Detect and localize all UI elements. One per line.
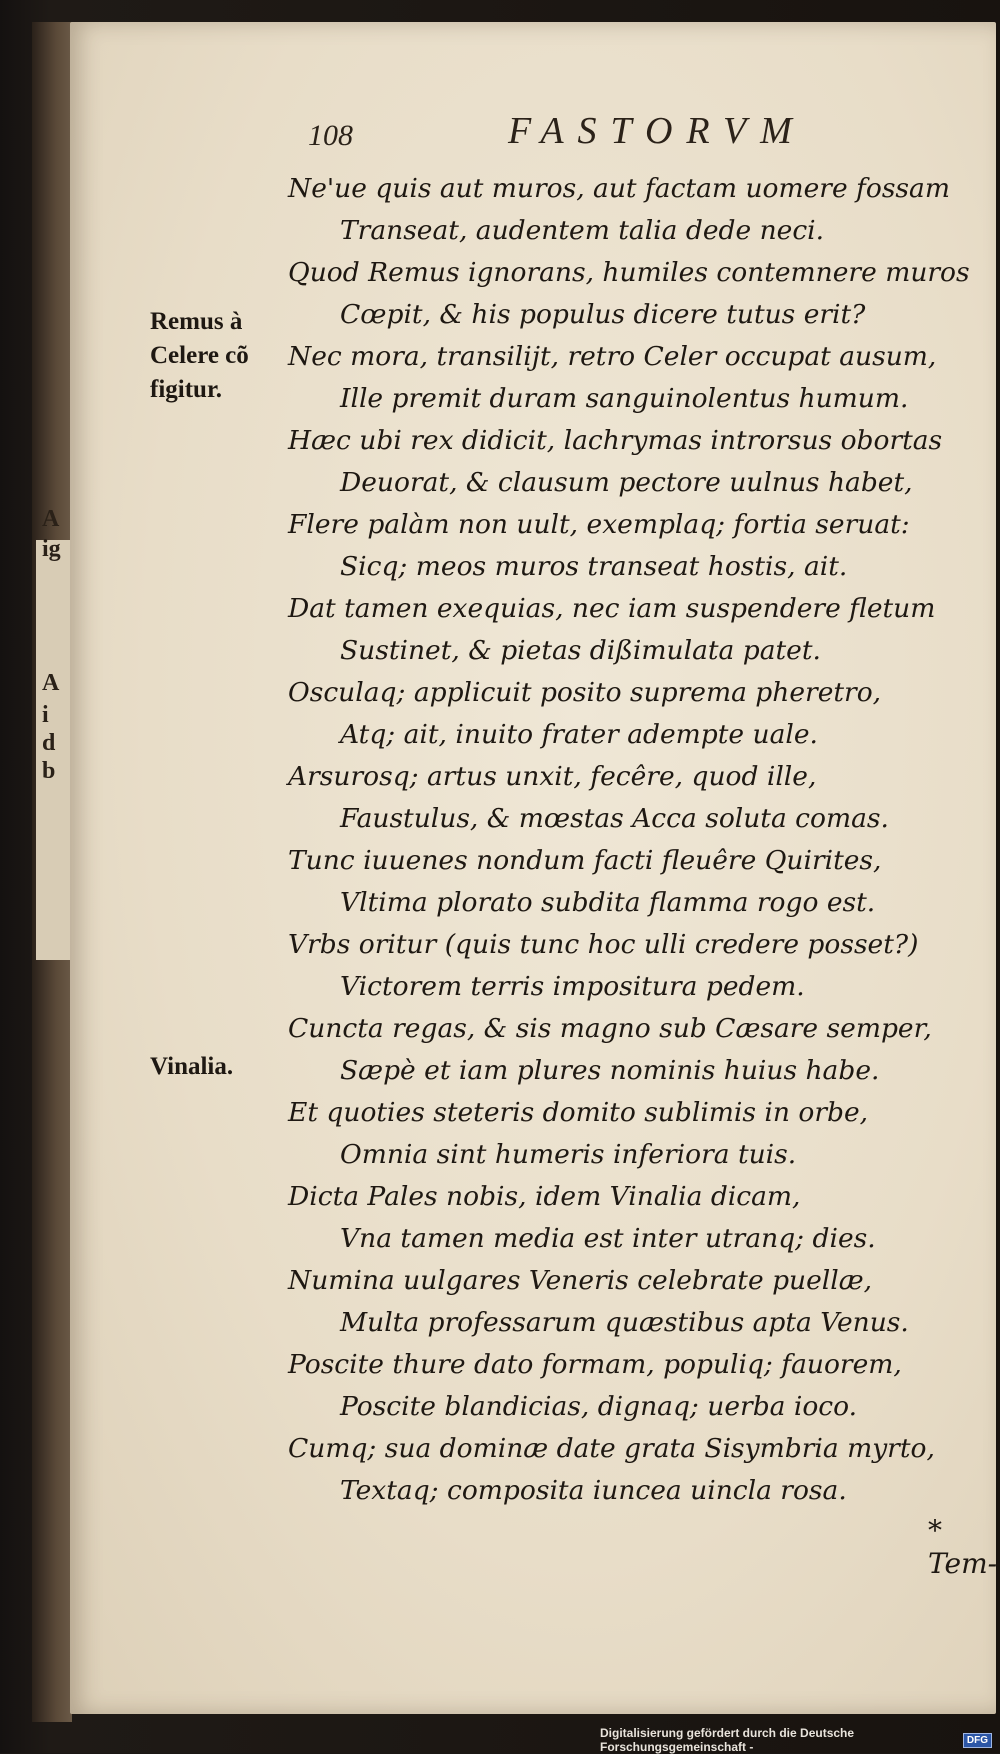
page-number: 108 — [308, 119, 353, 152]
under-letter: d — [42, 730, 56, 756]
verse-line: Vltima plorato subdita flamma rogo est. — [340, 887, 876, 918]
margin-note-vinalia — [150, 1050, 233, 1084]
verse-line: Dicta Pales nobis, idem Vinalia dicam, — [288, 1181, 801, 1212]
verse-line: Deuorat, & clausum pectore uulnus habet, — [340, 467, 913, 498]
digitization-credit — [600, 1726, 992, 1754]
verse-line: Omnia sint humeris inferiora tuis. — [340, 1139, 797, 1170]
verse-line: Cumq; sua dominæ date grata Sisymbria myrto, — [288, 1433, 935, 1464]
verse-line: Poscite blandicias, dignaq; uerba ioco. — [340, 1391, 858, 1422]
verse-line: Quod Remus ignorans, humiles contemnere muros — [288, 257, 970, 288]
verse-line: Hæc ubi rex didicit, lachrymas introrsus obortas — [288, 425, 943, 456]
verse-line: Sicq; meos muros transeat hostis, ait. — [340, 551, 848, 582]
verse-line: Ille premit duram sanguinolentus humum. — [340, 383, 909, 414]
margin-note-line: Celere cõ — [150, 342, 249, 369]
credit-text: Digitalisierung gefördert durch die Deutsche Forschungsgemeinschaft - — [600, 1726, 855, 1754]
verse-line: Atq; ait, inuito frater adempte uale. — [340, 719, 818, 750]
verse-line: Nec mora, transilijt, retro Celer occupat ausum, — [288, 341, 937, 372]
verse-block — [288, 168, 996, 1512]
verse-line: Sustinet, & pietas dißimulata patet. — [340, 635, 821, 666]
under-letter: b — [42, 758, 56, 784]
running-title: FASTORVM — [508, 110, 806, 152]
verse-line: Sæpè et iam plures nominis huius habe. — [340, 1055, 880, 1086]
margin-note-line: Remus à — [150, 308, 243, 335]
verse-line: Arsurosq; artus unxit, fecêre, quod ille, — [288, 761, 817, 792]
verse-line: Multa professarum quæstibus apta Venus. — [340, 1307, 909, 1338]
verse-line: Vna tamen media est inter utranq; dies. — [340, 1223, 876, 1254]
under-letter: A — [42, 670, 60, 696]
verse-line: Victorem terris impositura pedem. — [340, 971, 805, 1002]
verse-line: Vrbs oritur (quis tunc hoc ulli credere posset?) — [288, 929, 919, 960]
verse-line: Et quoties steteris domito sublimis in orbe, — [288, 1097, 869, 1128]
catchword: * Tem- — [928, 1514, 998, 1580]
under-letter: ig — [42, 536, 61, 562]
verse-line: Textaq; composita iuncea uincla rosa. — [340, 1475, 847, 1506]
margin-note-line: figitur. — [150, 376, 222, 403]
margin-note-remus — [150, 305, 249, 407]
verse-line: Faustulus, & mœstas Acca soluta comas. — [340, 803, 889, 834]
verse-line: Poscite thure dato formam, populiq; fauorem, — [288, 1349, 902, 1380]
page-header — [308, 107, 908, 167]
dfg-logo: DFG — [963, 1733, 992, 1748]
verse-line: Tunc iuuenes nondum facti fleuêre Quirites, — [288, 845, 882, 876]
verse-line: Osculaq; applicuit posito suprema pheretro, — [288, 677, 882, 708]
under-letter: i — [42, 702, 49, 728]
verse-line: Cuncta regas, & sis magno sub Cæsare semper, — [288, 1013, 932, 1044]
underlying-page-strip — [36, 506, 70, 960]
verse-line: Flere palàm non uult, exemplaq; fortia seruat: — [288, 509, 910, 540]
margin-note-line: Vinalia. — [150, 1053, 234, 1080]
verse-line: Ne'ue quis aut muros, aut factam uomere fossam — [288, 173, 950, 204]
book-page — [70, 22, 996, 1714]
verse-line: Numina uulgares Veneris celebrate puellæ, — [288, 1265, 873, 1296]
verse-line: Dat tamen exequias, nec iam suspendere fletum — [288, 593, 936, 624]
under-letter: A — [42, 506, 60, 532]
verse-line: Cœpit, & his populus dicere tutus erit? — [340, 299, 866, 330]
verse-line: Transeat, audentem talia dede neci. — [340, 215, 825, 246]
